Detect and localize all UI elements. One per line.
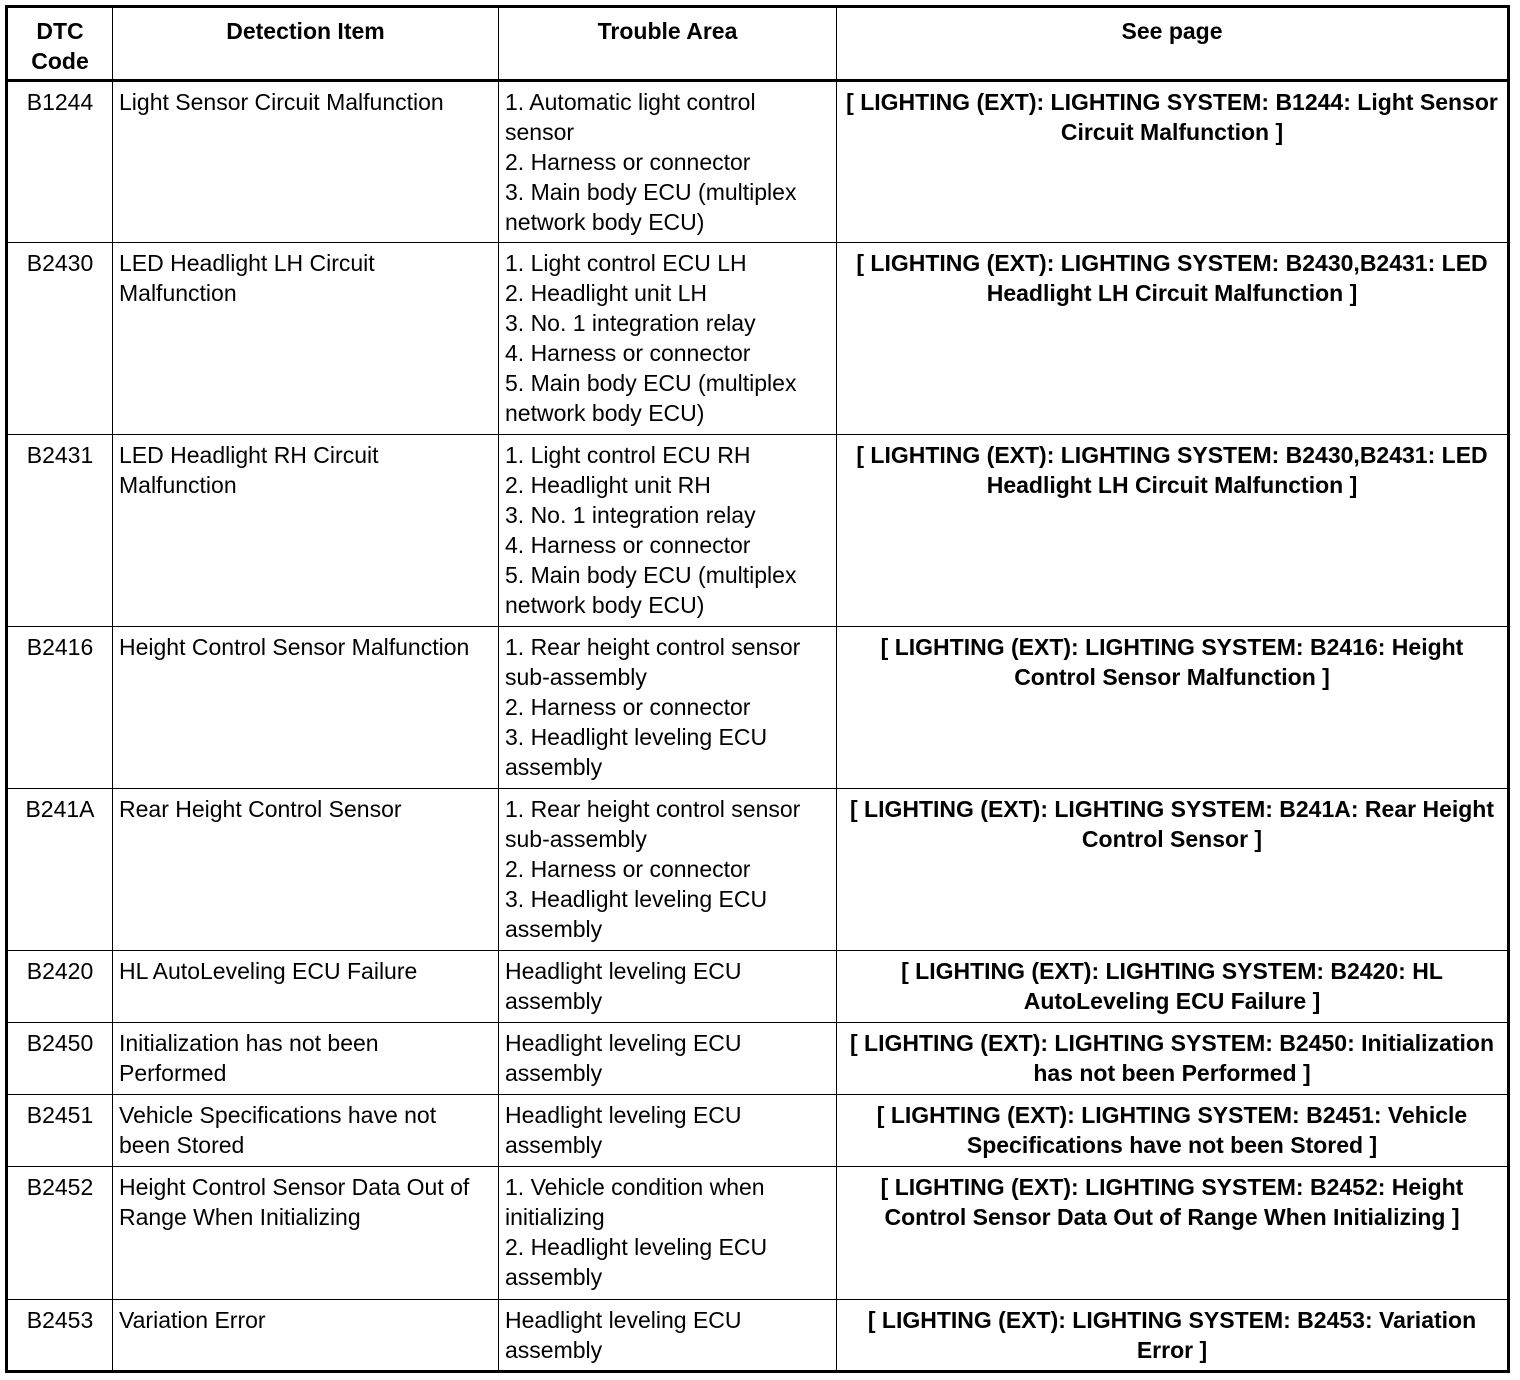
detection-item-cell: LED Headlight RH Circuit Malfunction xyxy=(113,435,499,627)
trouble-area-item: 3. Main body ECU (multiplex network body ECU) xyxy=(505,179,797,235)
trouble-area-item: 2. Headlight unit RH xyxy=(505,472,711,498)
header-trouble-area: Trouble Area xyxy=(499,7,837,81)
detection-item-cell: Height Control Sensor Data Out of Range When Initializing xyxy=(113,1167,499,1300)
trouble-area-item: 3. Headlight leveling ECU assembly xyxy=(505,724,768,780)
trouble-area-item: 1. Vehicle condition when initializing xyxy=(505,1174,765,1230)
dtc-code-cell: B2420 xyxy=(7,951,113,1023)
see-page-link[interactable]: [ LIGHTING (EXT): LIGHTING SYSTEM: B2416: Height Control Sensor Malfunction ] xyxy=(837,627,1509,789)
see-page-link[interactable]: [ LIGHTING (EXT): LIGHTING SYSTEM: B2420: HL AutoLeveling ECU Failure ] xyxy=(837,951,1509,1023)
trouble-area-item: 1. Rear height control sensor sub-assembly xyxy=(505,796,801,852)
dtc-code-cell: B2431 xyxy=(7,435,113,627)
trouble-area-cell xyxy=(499,81,837,243)
see-page-link[interactable]: [ LIGHTING (EXT): LIGHTING SYSTEM: B2450: Initialization has not been Performed ] xyxy=(837,1023,1509,1095)
detection-item-cell: LED Headlight LH Circuit Malfunction xyxy=(113,243,499,435)
see-page-link[interactable]: [ LIGHTING (EXT): LIGHTING SYSTEM: B2452: Height Control Sensor Data Out of Range When Initializing ] xyxy=(837,1167,1509,1300)
see-page-link[interactable]: [ LIGHTING (EXT): LIGHTING SYSTEM: B1244: Light Sensor Circuit Malfunction ] xyxy=(837,81,1509,243)
detection-item-cell: Height Control Sensor Malfunction xyxy=(113,627,499,789)
dtc-code-cell: B241A xyxy=(7,789,113,951)
trouble-area-cell xyxy=(499,1300,837,1372)
trouble-area-item: 1. Light control ECU LH xyxy=(505,250,747,276)
trouble-area-item: 3. No. 1 integration relay xyxy=(505,502,756,528)
trouble-area-item: 4. Harness or connector xyxy=(505,532,751,558)
dtc-code-cell: B2452 xyxy=(7,1167,113,1300)
dtc-code-cell: B2430 xyxy=(7,243,113,435)
trouble-area-cell xyxy=(499,243,837,435)
detection-item-cell: Light Sensor Circuit Malfunction xyxy=(113,81,499,243)
header-detection-item: Detection Item xyxy=(113,7,499,81)
detection-item-cell: Rear Height Control Sensor xyxy=(113,789,499,951)
table-row xyxy=(7,1023,1509,1095)
trouble-area-cell xyxy=(499,951,837,1023)
detection-item-cell: HL AutoLeveling ECU Failure xyxy=(113,951,499,1023)
trouble-area-item: 4. Harness or connector xyxy=(505,340,751,366)
trouble-area-item: Headlight leveling ECU assembly xyxy=(505,1030,742,1086)
trouble-area-item: 2. Harness or connector xyxy=(505,694,751,720)
table-row xyxy=(7,243,1509,435)
trouble-area-item: 2. Headlight unit LH xyxy=(505,280,708,306)
dtc-code-cell: B2450 xyxy=(7,1023,113,1095)
table-row xyxy=(7,1300,1509,1372)
header-see-page: See page xyxy=(837,7,1509,81)
table-row xyxy=(7,1095,1509,1167)
trouble-area-cell xyxy=(499,627,837,789)
trouble-area-item: 5. Main body ECU (multiplex network body ECU) xyxy=(505,370,797,426)
dtc-code-cell: B2416 xyxy=(7,627,113,789)
detection-item-cell: Vehicle Specifications have not been Stored xyxy=(113,1095,499,1167)
see-page-link[interactable]: [ LIGHTING (EXT): LIGHTING SYSTEM: B241A: Rear Height Control Sensor ] xyxy=(837,789,1509,951)
trouble-area-item: 1. Automatic light control sensor xyxy=(505,89,756,145)
table-body xyxy=(7,81,1509,1372)
table-row xyxy=(7,435,1509,627)
trouble-area-cell xyxy=(499,1023,837,1095)
trouble-area-cell xyxy=(499,1095,837,1167)
header-dtc-code-line1: DTC xyxy=(36,18,84,44)
table-row xyxy=(7,1167,1509,1300)
dtc-code-cell: B1244 xyxy=(7,81,113,243)
trouble-area-item: 2. Harness or connector xyxy=(505,149,751,175)
see-page-link[interactable]: [ LIGHTING (EXT): LIGHTING SYSTEM: B2430,B2431: LED Headlight LH Circuit Malfunction ] xyxy=(837,435,1509,627)
header-row xyxy=(7,7,1509,81)
trouble-area-cell xyxy=(499,435,837,627)
trouble-area-item: 3. Headlight leveling ECU assembly xyxy=(505,886,768,942)
trouble-area-item: Headlight leveling ECU assembly xyxy=(505,958,742,1014)
dtc-code-cell: B2453 xyxy=(7,1300,113,1372)
trouble-area-item: 1. Rear height control sensor sub-assembly xyxy=(505,634,801,690)
trouble-area-item: 5. Main body ECU (multiplex network body ECU) xyxy=(505,562,797,618)
table-row xyxy=(7,81,1509,243)
trouble-area-item: Headlight leveling ECU assembly xyxy=(505,1307,742,1363)
table-row xyxy=(7,789,1509,951)
dtc-code-cell: B2451 xyxy=(7,1095,113,1167)
trouble-area-item: 1. Light control ECU RH xyxy=(505,442,751,468)
table-row xyxy=(7,627,1509,789)
header-dtc-code xyxy=(7,7,113,81)
table-row xyxy=(7,951,1509,1023)
trouble-area-item: 2. Harness or connector xyxy=(505,856,751,882)
dtc-table xyxy=(5,5,1510,1373)
trouble-area-item: Headlight leveling ECU assembly xyxy=(505,1102,742,1158)
detection-item-cell: Variation Error xyxy=(113,1300,499,1372)
trouble-area-cell xyxy=(499,789,837,951)
trouble-area-cell xyxy=(499,1167,837,1300)
trouble-area-item: 3. No. 1 integration relay xyxy=(505,310,756,336)
trouble-area-item: 2. Headlight leveling ECU assembly xyxy=(505,1234,768,1290)
detection-item-cell: Initialization has not been Performed xyxy=(113,1023,499,1095)
header-dtc-code-line2: Code xyxy=(31,48,89,74)
see-page-link[interactable]: [ LIGHTING (EXT): LIGHTING SYSTEM: B2451: Vehicle Specifications have not been Stored ] xyxy=(837,1095,1509,1167)
see-page-link[interactable]: [ LIGHTING (EXT): LIGHTING SYSTEM: B2453: Variation Error ] xyxy=(837,1300,1509,1372)
see-page-link[interactable]: [ LIGHTING (EXT): LIGHTING SYSTEM: B2430,B2431: LED Headlight LH Circuit Malfunction ] xyxy=(837,243,1509,435)
